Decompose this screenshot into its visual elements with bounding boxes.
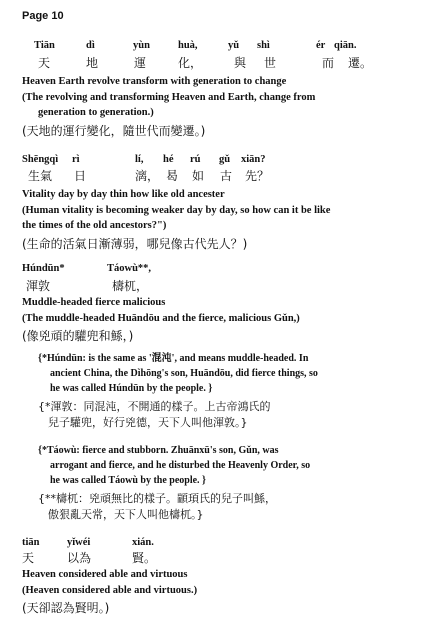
chinese-word: 曷 [166, 169, 179, 183]
chinese-word: 天 [38, 56, 51, 70]
pinyin-word: huà, [178, 40, 198, 51]
english-gloss: Vitality day by day thin how like old ancester [22, 189, 225, 200]
chinese-paraphrase: (生命的活氣日漸薄弱，哪兒像古代先人？) [22, 237, 248, 251]
chinese-word: 先？ [245, 169, 270, 183]
pinyin-word: tiān [22, 537, 40, 548]
chinese-word: 地 [86, 56, 99, 70]
english-translation: (Heaven considered able and virtuous.) [22, 585, 198, 596]
footnote-english: he was called Húndūn by the people. } [50, 383, 213, 394]
chinese-word: 運 [134, 56, 147, 70]
pinyin-word: gǔ [219, 154, 231, 165]
chinese-word: 檮杌， [112, 279, 149, 293]
chinese-word: 世 [264, 56, 277, 70]
pinyin-word: ér [316, 40, 326, 51]
footnote-chinese: {*渾敦：同混沌，不開通的樣子。上古帝鴻氏的 [38, 400, 271, 413]
chinese-word: 生氣 [28, 169, 53, 183]
chinese-paraphrase: (天地的運行變化，隨世代而變遷。) [22, 124, 206, 138]
english-translation: (Human vitality is becoming weaker day by day, so how can it be like [22, 205, 331, 216]
pinyin-word: rú [190, 154, 201, 165]
chinese-paraphrase: (像兇頑的驩兜和鯀，) [22, 329, 134, 343]
chinese-word: 與 [234, 56, 247, 70]
pinyin-word: shì [257, 40, 270, 51]
pinyin-word: Shēngqì [22, 154, 59, 165]
chinese-word: 漓， [135, 169, 160, 183]
chinese-word: 天 [22, 551, 35, 565]
pinyin-word: Táowù**, [107, 263, 152, 274]
pinyin-word: dì [86, 40, 95, 51]
pinyin-word: yǐwéi [67, 537, 91, 548]
page-number: Page 10 [22, 10, 64, 22]
footnote-chinese: 兒子驩兜，好行兇德，天下人叫他渾敦。} [48, 416, 248, 429]
pinyin-word: lí, [135, 154, 144, 165]
footnote-english: he was called Táowù by the people. } [50, 475, 206, 486]
chinese-word: 賢。 [132, 551, 157, 565]
chinese-paraphrase: (天卻認為賢明。) [22, 601, 110, 615]
pinyin-word: Tiān [34, 40, 55, 51]
chinese-word: 遷。 [348, 56, 373, 70]
english-translation: (The muddle-headed Huāndōu and the fierce, malicious Gǔn,) [22, 313, 300, 324]
english-translation: the times of the old ancestors?") [22, 220, 167, 231]
footnote-chinese: {**檮杌：兇頑無比的樣子。顓頊氏的兒子叫鯀， [38, 492, 276, 505]
chinese-word: 化， [178, 56, 203, 70]
chinese-word: 日 [74, 169, 87, 183]
english-translation: (The revolving and transforming Heaven and Earth, change from [22, 92, 316, 103]
chinese-word: 以為 [67, 551, 92, 565]
chinese-word: 渾敦 [26, 279, 51, 293]
english-translation: generation to generation.) [38, 107, 154, 118]
footnote-english: {*Táowù: fierce and stubborn. Zhuānxū's son, Gǔn, was [38, 445, 279, 456]
footnote-english: {*Húndūn: is the same as '混沌', and means muddle-headed. In [38, 353, 309, 364]
pinyin-word: qiān. [334, 40, 357, 51]
footnote-english: arrogant and fierce, and he disturbed the Heavenly Order, so [50, 460, 311, 471]
footnote-chinese: 傲狠亂天常，天下人叫他檮杌。} [48, 508, 204, 521]
pinyin-word: xiān? [241, 154, 266, 165]
footnote-english: ancient China, the Dìhōng's son, Huāndōu, did fierce things, so [50, 368, 318, 379]
pinyin-word: rì [72, 154, 80, 165]
pinyin-word: yùn [133, 40, 150, 51]
chinese-word: 而 [322, 56, 335, 70]
english-gloss: Heaven Earth revolve transform with generation to change [22, 76, 287, 87]
chinese-word: 如 [192, 169, 205, 183]
english-gloss: Muddle-headed fierce malicious [22, 297, 166, 308]
pinyin-word: xián. [132, 537, 154, 548]
chinese-word: 古 [220, 169, 233, 183]
pinyin-word: yǔ [228, 40, 240, 51]
pinyin-word: hé [163, 154, 174, 165]
pinyin-word: Húndūn* [22, 263, 65, 274]
english-gloss: Heaven considered able and virtuous [22, 569, 188, 580]
